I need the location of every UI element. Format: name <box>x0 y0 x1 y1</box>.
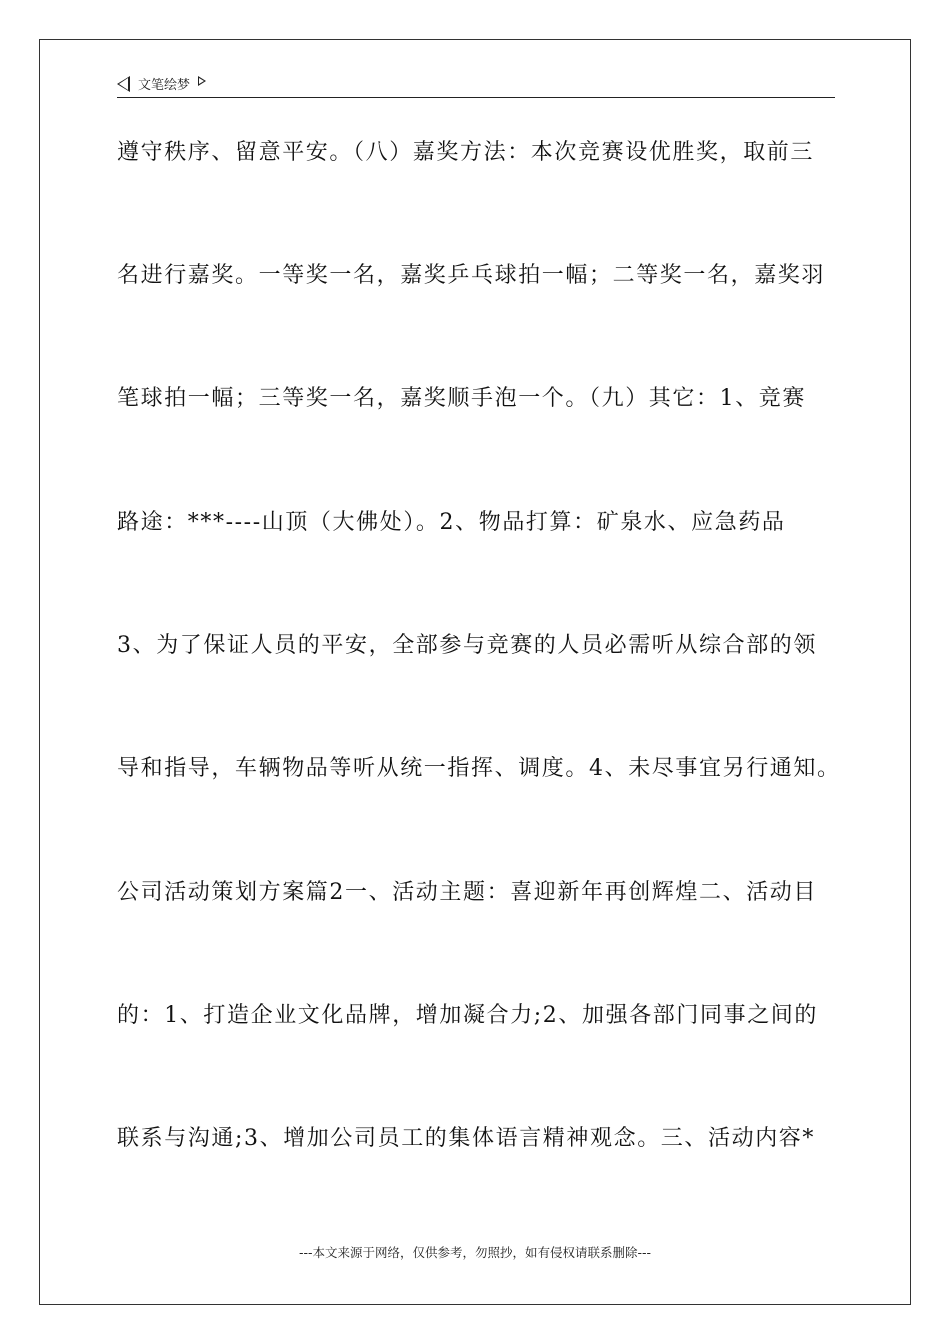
body-line: 名进行嘉奖。一等奖一名，嘉奖乒乓球拍一幅；二等奖一名，嘉奖羽 <box>117 263 826 288</box>
triangle-right-icon <box>198 76 206 86</box>
body-line: 联系与沟通;3、增加公司员工的集体语言精神观念。三、活动内容* <box>117 1126 816 1151</box>
header-brand <box>117 74 206 93</box>
triangle-left-icon <box>117 76 130 92</box>
header-brand-label: 文笔绘梦 <box>138 78 191 93</box>
body-line: 的：1、打造企业文化品牌，增加凝合力;2、加强各部门同事之间的 <box>117 1003 819 1028</box>
body-line: 遵守秩序、留意平安。（八）嘉奖方法：本次竞赛设优胜奖，取前三 <box>117 140 815 165</box>
body-line: 路途：***----山顶（大佛处）。2、物品打算：矿泉水、应急药品 <box>117 510 786 535</box>
page-header <box>117 74 835 98</box>
page-footer-note: ---本文来源于网络，仅供参考，勿照抄，如有侵权请联系删除--- <box>298 1245 652 1260</box>
body-line: 3、为了保证人员的平安，全部参与竞赛的人员必需听从综合部的领 <box>117 633 817 658</box>
body-line: 笔球拍一幅；三等奖一名，嘉奖顺手泡一个。（九）其它：1、竞赛 <box>117 386 806 411</box>
body-line: 公司活动策划方案篇2一、活动主题：喜迎新年再创辉煌二、活动目 <box>117 880 817 905</box>
page-border <box>39 39 911 1305</box>
header-divider <box>117 97 835 98</box>
body-line: 导和指导，车辆物品等听从统一指挥、调度。4、未尽事宜另行通知。 <box>117 756 841 781</box>
